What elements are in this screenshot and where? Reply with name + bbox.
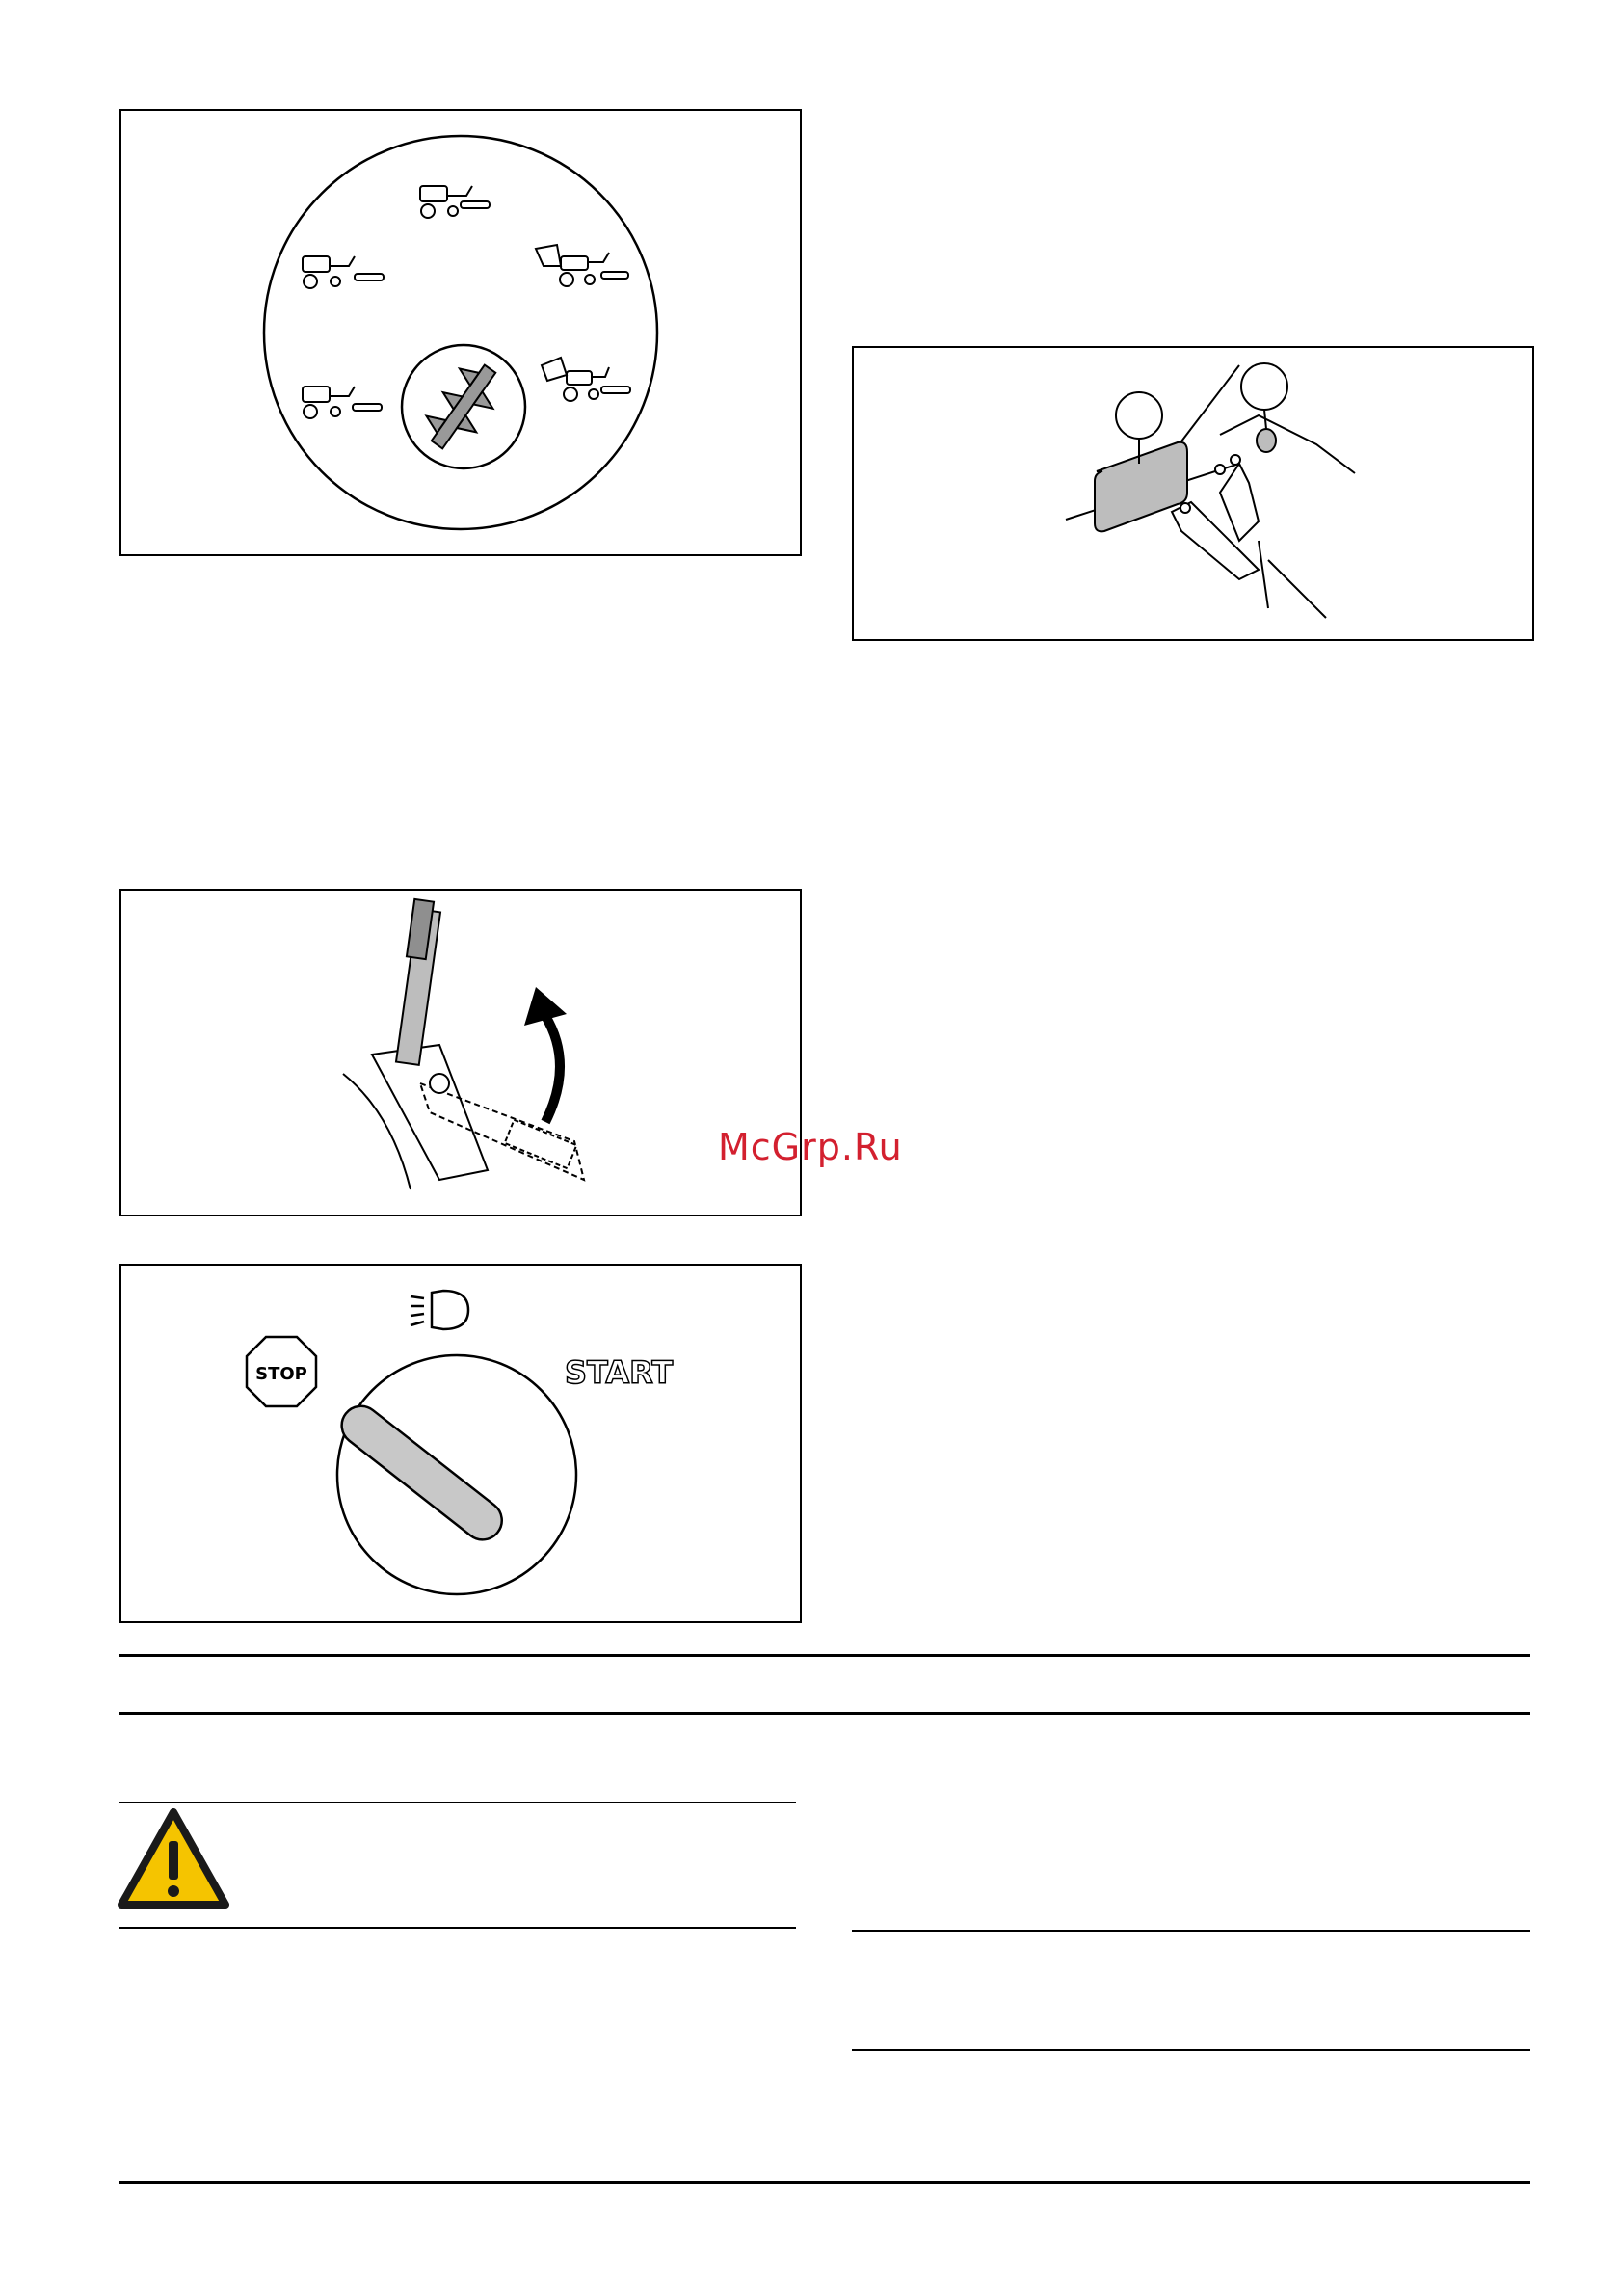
section-rule-bottom — [119, 1712, 1530, 1715]
lever-drawing — [121, 891, 802, 1216]
callout-2 — [1241, 363, 1287, 410]
note-rule-top — [852, 1930, 1530, 1932]
figure-brake-pedal — [852, 346, 1534, 641]
lever-handle — [396, 899, 440, 1065]
mode-selector-drawing — [121, 111, 802, 556]
stop-sign-icon — [247, 1337, 316, 1406]
warning-triangle-icon — [118, 1808, 229, 1914]
warning-rule-bottom — [119, 1927, 796, 1929]
stop-label: STOP — [255, 1364, 307, 1384]
footer-rule — [119, 2181, 1530, 2184]
note-rule-bottom — [852, 2049, 1530, 2051]
ignition-drawing — [121, 1266, 802, 1623]
lock-knob — [1257, 429, 1276, 452]
watermark: McGrp.Ru — [718, 1126, 903, 1168]
headlight-icon — [411, 1291, 468, 1329]
start-label: START — [565, 1354, 674, 1391]
brake-pedal-pad — [1095, 442, 1187, 532]
figure-mode-selector — [119, 109, 802, 556]
section-rule-top — [119, 1654, 1530, 1657]
warning-rule-top — [119, 1802, 796, 1803]
callout-1 — [1116, 392, 1162, 439]
brake-pedal-drawing — [854, 348, 1534, 641]
figure-lever — [119, 889, 802, 1216]
curved-arrow-icon — [524, 987, 567, 1122]
figure-ignition — [119, 1264, 802, 1623]
